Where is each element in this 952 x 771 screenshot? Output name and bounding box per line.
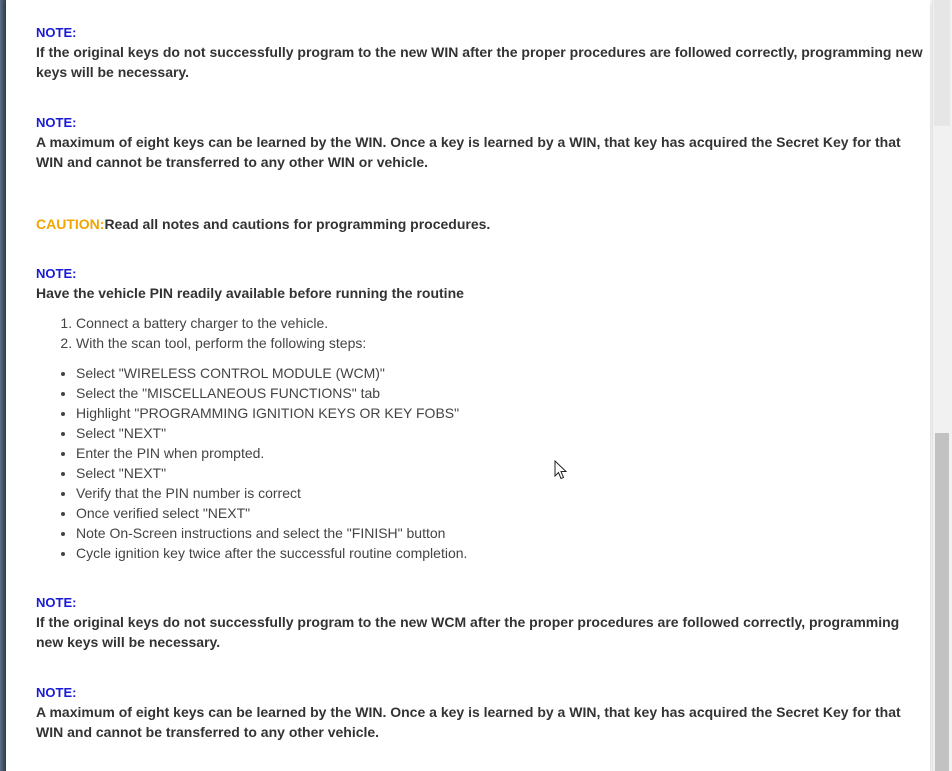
list-item: • Select "WIRELESS CONTROL MODULE (WCM)" xyxy=(76,363,926,383)
list-item: • Once verified select "NEXT" xyxy=(76,503,926,523)
substeps-list xyxy=(36,363,926,563)
note-text: Have the vehicle PIN readily available before running the routine xyxy=(36,285,464,301)
note-label: NOTE: xyxy=(36,595,77,610)
scrollbar-track-upper xyxy=(934,0,950,126)
list-item: • Verify that the PIN number is correct xyxy=(76,483,926,503)
note-label: NOTE: xyxy=(36,115,77,130)
caution-label: CAUTION: xyxy=(36,216,105,232)
mouse-pointer-icon xyxy=(554,460,568,480)
note-block-1 xyxy=(36,24,926,82)
note-text: If the original keys do not successfully program to the new WCM after the proper procedures are followed correctly, programming new keys will be necessary. xyxy=(36,614,900,650)
note-block-4 xyxy=(36,594,926,652)
list-item: 2. With the scan tool, perform the following steps: xyxy=(76,333,926,353)
document-panel xyxy=(6,0,930,771)
scrollbar-thumb[interactable] xyxy=(935,433,949,771)
document-content xyxy=(36,24,926,742)
note-text: A maximum of eight keys can be learned by the WIN. Once a key is learned by a WIN, that key has acquired the Secret Key for that WIN and cannot be transferred to any other WIN or vehicle. xyxy=(36,134,901,170)
note-label: NOTE: xyxy=(36,25,77,40)
caution-text: Read all notes and cautions for programming procedures. xyxy=(104,216,491,232)
list-item: • Highlight "PROGRAMMING IGNITION KEYS OR KEY FOBS" xyxy=(76,403,926,423)
list-item: • Select "NEXT" xyxy=(76,463,926,483)
note-text: If the original keys do not successfully program to the new WIN after the proper procedures are followed correctly, programming new keys will be necessary. xyxy=(36,44,923,80)
note-label: NOTE: xyxy=(36,266,77,281)
list-item: • Select the "MISCELLANEOUS FUNCTIONS" tab xyxy=(76,383,926,403)
list-item: 1. Connect a battery charger to the vehicle. xyxy=(76,313,926,333)
list-item: • Note On-Screen instructions and select the "FINISH" button xyxy=(76,523,926,543)
vertical-scrollbar[interactable] xyxy=(932,0,952,771)
steps-list xyxy=(36,313,926,353)
note-block-5 xyxy=(36,684,926,742)
note-text: A maximum of eight keys can be learned by the WIN. Once a key is learned by a WIN, that key has acquired the Secret Key for that WIN and cannot be transferred to any other vehicle. xyxy=(36,704,901,740)
note-block-3 xyxy=(36,265,926,303)
caution-block xyxy=(36,214,926,234)
note-block-2 xyxy=(36,114,926,172)
list-item: • Enter the PIN when prompted. xyxy=(76,443,926,463)
note-label: NOTE: xyxy=(36,685,77,700)
list-item: • Cycle ignition key twice after the successful routine completion. xyxy=(76,543,926,563)
list-item: • Select "NEXT" xyxy=(76,423,926,443)
